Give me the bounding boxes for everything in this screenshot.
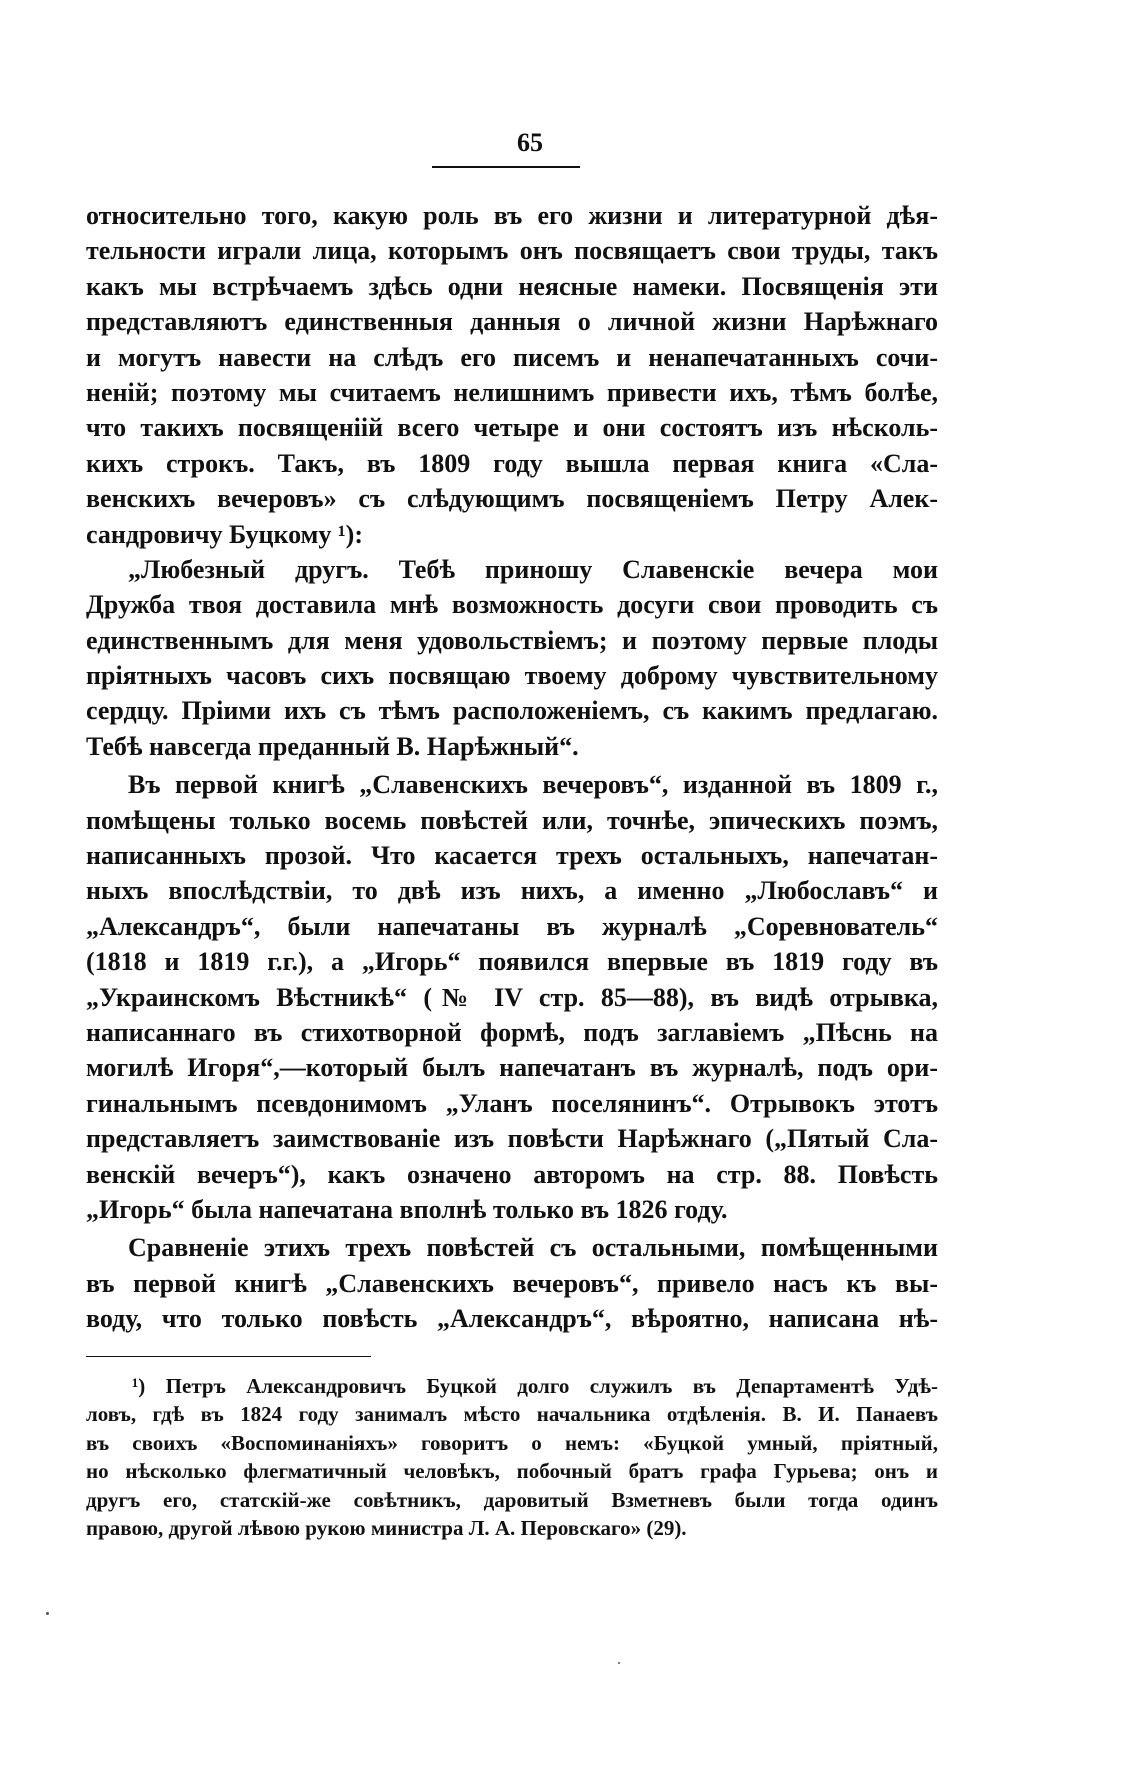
- text-line: представляетъ заимствованіе изъ повѣсти Нарѣжнаго („Пятый Сла-: [86, 1124, 938, 1154]
- quote-line: Тебѣ навсегда преданный В. Нарѣжный“.: [86, 731, 579, 761]
- footnote: [86, 1372, 938, 1542]
- text-line: Въ первой книгѣ „Славенскихъ вечеровъ“, изданной въ 1809 г.,: [128, 770, 938, 800]
- footnote-line: но нѣсколько флегматичный человѣкъ, побочный братъ графа Гурьева; онъ и: [86, 1459, 938, 1484]
- scan-speck: [618, 1662, 620, 1664]
- text-line: воду, что только повѣсть „Александръ“, вѣроятно, написана нѣ-: [86, 1304, 938, 1334]
- quote-line: „Любезный другъ. Тебѣ приношу Славенскіе вечера мои: [128, 554, 938, 584]
- footnote-line: въ своихъ «Воспоминаніяхъ» говоритъ о немъ: «Буцкой умный, пріятный,: [86, 1430, 938, 1455]
- quote-line: Дружба твоя доставила мнѣ возможность досуги свои проводить съ: [86, 590, 938, 620]
- text-line: и могутъ навести на слѣдъ его писемъ и ненапечатанныхъ сочи-: [86, 342, 938, 372]
- text-line: „Игорь“ была напечатана вполнѣ только въ 1826 году.: [86, 1194, 728, 1224]
- text-line: написанныхъ прозой. Что касается трехъ остальныхъ, напечатан-: [86, 841, 938, 871]
- quote-line: сердцу. Пріими ихъ съ тѣмъ расположеніемъ, съ какимъ предлагаю.: [86, 696, 938, 726]
- text-line: могилѣ Игоря“,—который былъ напечатанъ въ журналѣ, подъ ори-: [86, 1053, 938, 1083]
- text-line: венскихъ вечеровъ» съ слѣдующимъ посвященіемъ Петру Алек-: [86, 484, 938, 514]
- text-line: что такихъ посвященіій всего четыре и они состоятъ изъ нѣсколь-: [86, 413, 938, 443]
- footnote-rule: [86, 1356, 371, 1357]
- footnote-line: другъ его, статскій-же совѣтникъ, даровитый Взметневъ были тогда одинъ: [86, 1487, 938, 1512]
- text-line: (1818 и 1819 г.г.), а „Игорь“ появился впервые въ 1819 году въ: [86, 947, 938, 977]
- text-line: гинальнымъ псевдонимомъ „Уланъ поселянинъ“. Отрывокъ этотъ: [86, 1088, 938, 1118]
- text-line: „Александръ“, были напечатаны въ журналѣ „Соревнователь“: [86, 911, 938, 941]
- page-number-rule: [432, 166, 580, 168]
- text-line: относительно того, какую роль въ его жизни и литературной дѣя-: [86, 201, 938, 230]
- text-line: неній; поэтому мы считаемъ нелишнимъ привести ихъ, тѣмъ болѣе,: [86, 377, 938, 407]
- scan-speck: [46, 1612, 49, 1615]
- footnote-line: ¹) Петръ Александровичъ Буцкой долго служилъ въ Департаментѣ Удѣ-: [132, 1374, 938, 1398]
- text-line: ныхъ впослѣдствіи, то двѣ изъ нихъ, а именно „Любославъ“ и: [86, 876, 938, 906]
- text-line: кихъ строкъ. Такъ, въ 1809 году вышла первая книга «Сла-: [86, 448, 938, 478]
- text-line: представляютъ единственныя данныя о личной жизни Нарѣжнаго: [86, 307, 938, 337]
- text-line: написаннаго въ стихотворной формѣ, подъ заглавіемъ „Пѣснь на: [86, 1017, 938, 1047]
- main-text: [86, 198, 938, 1337]
- text-line: венскій вечеръ“), какъ означено авторомъ на стр. 88. Повѣсть: [86, 1159, 938, 1189]
- text-line: какъ мы встрѣчаемъ здѣсь одни неясные намеки. Посвященія эти: [86, 271, 938, 301]
- quote-line: единственнымъ для меня удовольствіемъ; и поэтому первые плоды: [86, 625, 938, 655]
- text-line: помѣщены только восемь повѣстей или, точнѣе, эпическихъ поэмъ,: [86, 805, 938, 835]
- text-line: въ первой книгѣ „Славенскихъ вечеровъ“, привело насъ къ вы-: [86, 1268, 938, 1298]
- quote-line: пріятныхъ часовъ сихъ посвящаю твоему доброму чувствительному: [86, 661, 938, 691]
- text-line: Сравненіе этихъ трехъ повѣстей съ остальными, помѣщенными: [128, 1233, 938, 1263]
- footnote-line: ловъ, гдѣ въ 1824 году занималъ мѣсто начальника отдѣленія. В. И. Панаевъ: [86, 1402, 938, 1427]
- text-line: сандровичу Буцкому ¹):: [86, 519, 363, 549]
- text-line: „Украинскомъ Вѣстникѣ“ (№ IV стр. 85—88), въ видѣ отрывка,: [86, 982, 938, 1012]
- text-line: тельности играли лица, которымъ онъ посвящаетъ свои труды, такъ: [86, 236, 938, 266]
- page-number: 65: [517, 128, 543, 157]
- footnote-line: правою, другой лѣвою рукою министра Л. А. Перовскаго» (29).: [86, 1515, 687, 1540]
